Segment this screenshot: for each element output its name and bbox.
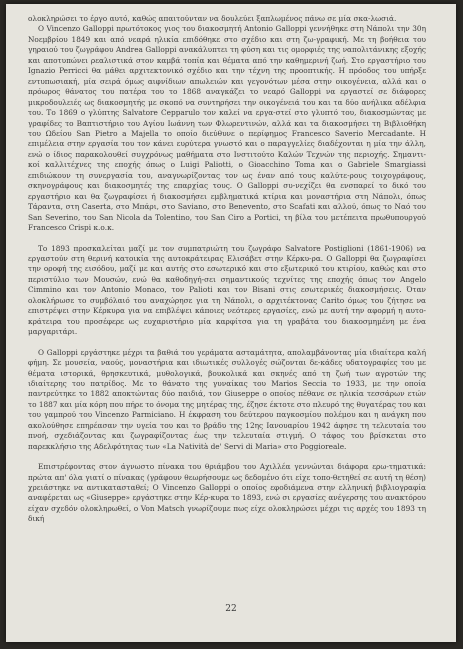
paragraph-corfu-1893: Το 1893 προσκαλείται μαζί με τον συμπατριώτη του ζωγράφο Salvatore Postiglioni (1861-1906) να εργαστούν στη θερινή κατοικία της αυτοκράτειρας Ελισάβετ στην Κέρκυ-ρα. Ο Galloppi θα ζωγραφίσει την οροφή της εισόδου, μαζί με και αυτής στο εσωτερικό και στο εξωτερικό του κτιρίου, καθώς και στο περιστύλιο των Μουσών, ενώ θα καθοδηγή-σει σημαντικούς τεχνίτες της εποχής όπως τον Angelo Cimmino και τον Antonio Monaco, τον Palioti και τον Bisani στις εσωτερικές διακοσμήσεις. Όταν ολοκλήρωσε το συμβόλαιό του αναχώρησε για τη Νάπολι, ο αρχιτέκτονας Carito όμως του ζήτησε να επιστρέψει στην Κέρκυρα για να επιβλέψει κάποιες νεότερες εργασίες, ενώ με αυτή την αφορμή η αυτο-κράτειρα του προσέφερε ως ευχαριστήριο μία καρφίτσα για τη γραβάτα του διακοσμημένη με ένα μαργαριτάρι. <box>28 243 426 337</box>
page-number: 22 <box>225 604 237 614</box>
paragraph-continuation: ολοκληρώσει το έργο αυτό, καθώς απαιτούνταν να δουλεύει ξαπλωμένος πάνω σε μία σκα-λωσιά. <box>28 14 397 23</box>
paragraph-biography: Ο Vincenzo Galloppi πρωτότοκος γιος του διακοσμητή Antonio Galloppi γεννήθηκε στη Νάπολι την 30η Νοεμβρίου 1849 και από νεαρά ηλικία επιδόθηκε στο σχέδιο και στη ζω-γραφική. Με τη βοήθεια του γηραιού του ζωγράφου Andrea Galloppi ανακάλυπτει τη φύση και τις ομορφιές της ναπολιτάνικης εξοχής και αποτυπώνει ρεαλιστικά στον καμβά τοπία και θέματα από την καθημερινή ζωή. Στο εργαστήριο του Ignazio Perricci θα μάθει αρχιτεκτονικό σχέδιο και την τέχνη της προοπτικής. Η πρόοδος του υπήρξε εντυπωσιακή, μία σειρά όμως αιφνίδιων απωλειών και γεγονότων μέσα στην οικογένεια, αλλά και ο πρόωρος θάνατος του πατέρα του το 1868 αναγκάζει το νεαρό Galloppi να εργαστεί σε διάφορες μικροδουλειές ως διακοσμητής με σκοπό να συντηρήσει την οικογένειά του και τα δύο ανήλικα αδέλφια του. Το 1869 ο γλύπτης Salvatore Cepparulo τον καλεί να εργα-στεί στο γλυπτό του, διακοσμώντας με γραφίδες το Βαπτιστήριο του Αγίου Ιωάννη των Φλωρεντινών, αλλά και τα διακοσμήσει τη Βιβλιοθήκη του Ωδείου San Pietro a Majella το οποίο διεύθυνε ο περίφημος Francesco Saverio Mercadante. Η επιμέλεια στην εργασία του τον κάνει ευρύτερα γνωστό και ο παραγγελίες διαδέχονται η μία την άλλη, ενώ ο ίδιος παρακολουθεί συγχρόνως μαθήματα στο Ινστιτούτο Καλών Τεχνών της περιοχής. Σημαντι-κοί καλλιτέχνες της εποχής όπως ο Luigi Paliotti, ο Gioacchino Toma και ο Gabriele Smargiassi επιδιώκουν τη συνεργασία του, αναγνωρίζοντας τον ως έναν από τους καλύτε-ρους τοιχογράφους, σκηνογράφους και διακοσμητές της επαρχίας τους. Ο Galloppi συ-νεχίζει θα ενσπαρεί το δικό του εργαστήριο και θα ζωγραφίσει ή διακοσμήσει εμβληματικά κτίρια και μοναστήρια στη Νάπολι, όπως Τάραντα, στη Caserta, στο Μπάρι, στο Saviano, στο Benevento, στο Scafati και αλλού, όπως το Ναό του San Severino, του San Nicola da Tolentino, του San Ciro a Portici, τη βίλα του μετέπειτα πρωθυπουργού Francesco Crispi κ.ο.κ. <box>28 24 426 233</box>
page-body <box>28 14 426 525</box>
paragraph-later-life: Ο Galloppi εργάστηκε μέχρι τα βαθιά του γεράματα ασταμάτητα, απολαμβάνοντας μία ιδιαίτερα καλή φήμη. Σε μουσεία, ναούς, μοναστήρια και ιδιωτικές συλλογές σώζονται δε-κάδες υδατογραφίες του με θέματα ιστορικά, θρησκευτικά, μυθολογικά, βουκολικά και σκηνές από τη ζωή των αγροτών της ιδιαίτερης του πατρίδος. Με το θάνατο της γυναίκας του Marios Seccia το 1933, με την οποία παντρεύτηκε το 1882 αποκτώντας δύο παιδιά, τον Giuseppe ο οποίος πέθανε σε ηλικία τεσσάρων ετών το 1887 και μία κόρη που πήρε το όνομα της μητέρας της, έζησε έκτοτε στο πλευρό της θυγατέρας του και του γαμπρού του Vincenzo Parmiciano. Η έκφραση του δεύτερου παγκοσμίου πολέμου και η ανάγκη που ακολούθησε επηρέασαν την υγεία του και το βράδυ της 12ης Ιανουαρίου 1942 άφησε τη τελευταία του πνοή, σχεδιάζοντας και ζωγραφίζοντας έως την τελευταία στιγμή. Ο τάφος του βρίσκεται στο παρεκκλήσιο της Αδελφότητας των «La Natività de' Servi di Maria» στο Poggioreale. <box>28 347 426 451</box>
document-page <box>6 4 456 642</box>
paragraph-unknown-painting: Επιστρέφοντας στον άγνωστο πίνακα του θριάμβου του Αχιλλέα γεννώνται διάφορα ερω-τηματικά: πρώτα απ' όλα γιατί ο πίνακας (γράφουν θεωρήσουμε ως δεδομένο ότι είχε τοπο-θετηθεί σε αυτή τη θέση) χρειάστηκε να αντικατασταθεί; Ο Vincenzo Galloppi ο οποίος εφοδιάμενα στην ελληνική βιβλιογραφία αναφέρεται ως «Giuseppe» εργάστηκε στην Κέρ-κυρα το 1893, ενώ σι εργασίες ανέγερσης του ανακτόρου είχαν σχεδόν ολοκληρωθεί, ο Von Matsch γνωρίζουμε πως είχε ολοκληρώσει μέχρι τις αρχές του 1893 τη δική <box>28 462 426 524</box>
